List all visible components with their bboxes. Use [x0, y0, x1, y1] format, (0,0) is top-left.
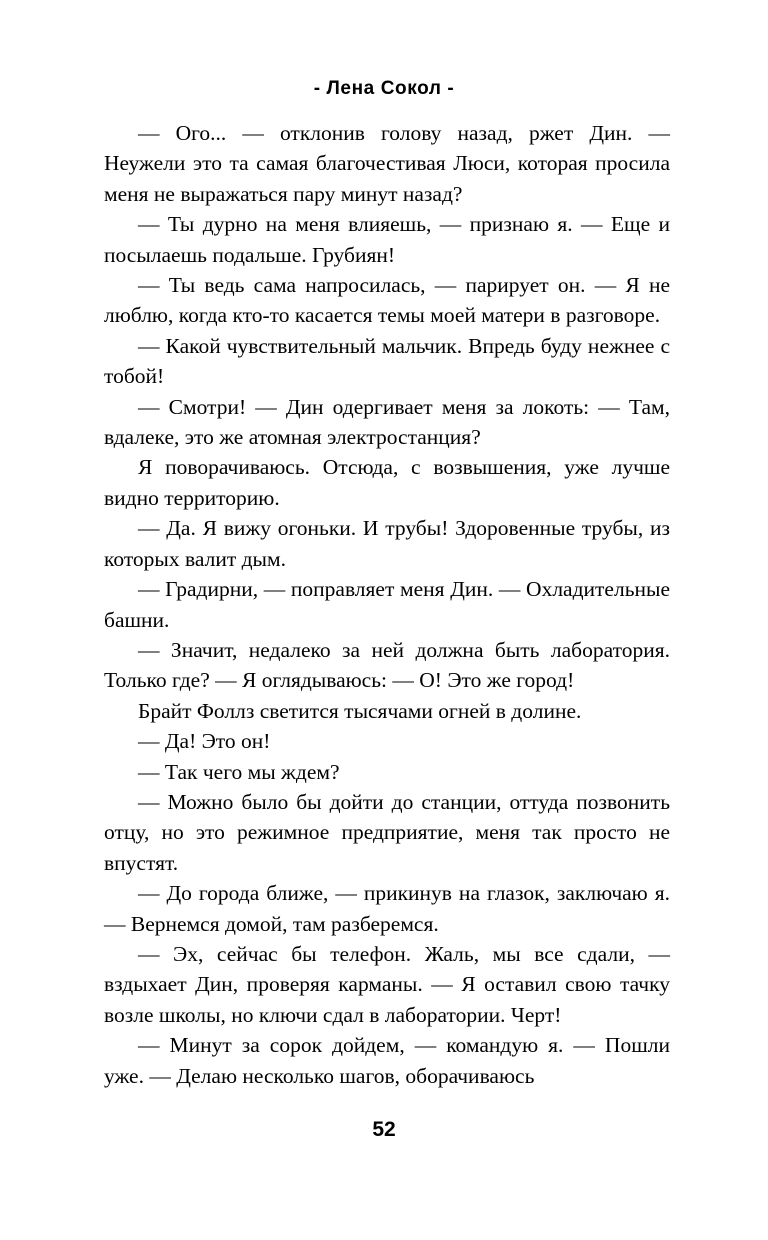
page-body [104, 118, 670, 1091]
paragraph: — Минут за сорок дойдем, — командую я. — Пошли уже. — Делаю несколько шагов, оборачиваюсь [104, 1033, 670, 1088]
page-number: 52 [372, 1118, 396, 1141]
paragraph: — Можно было бы дойти до станции, оттуда позвонить отцу, но это режимное предприятие, меня так просто не впустят. [104, 789, 670, 875]
paragraph: — Смотри! — Дин одергивает меня за локоть: — Там, вдалеке, это же атомная электростанция? [104, 394, 670, 450]
paragraph: — Какой чувствительный мальчик. Впредь буду нежнее с тобой! [104, 333, 670, 389]
running-head: - Лена Сокол - [313, 78, 455, 99]
paragraph: — Да. Я вижу огоньки. И трубы! Здоровенные трубы, из которых валит дым. [104, 516, 670, 571]
paragraph: Брайт Фоллз светится тысячами огней в долине. [138, 698, 582, 723]
paragraph: Я поворачиваюсь. Отсюда, с возвышения, уже лучше видно территорию. [104, 455, 670, 510]
paragraph: — Ты дурно на меня влияешь, — признаю я. — Еще и посылаешь подальше. Грубиян! [104, 212, 670, 267]
paragraph: — Ого... — отклонив голову назад, ржет Дин. — Неужели это та самая благочестивая Люси, которая просила меня не выражаться пару минут назад? [104, 121, 670, 206]
paragraph: — Да! Это он! [138, 729, 271, 754]
paragraph: — Ты ведь сама напросилась, — парирует он. — Я не люблю, когда кто-то касается темы моей матери в разговоре. [104, 273, 670, 328]
paragraph: — Значит, недалеко за ней должна быть лаборатория. Только где? — Я оглядываюсь: — О! Это же город! [104, 637, 670, 693]
paragraph: — Градирни, — поправляет меня Дин. — Охладительные башни. [104, 577, 670, 632]
paragraph: — Эх, сейчас бы телефон. Жаль, мы все сдали, — вздыхает Дин, проверяя карманы. — Я оставил свою тачку возле школы, но ключи сдал в лаборатории. Черт! [104, 941, 670, 1027]
paragraph: — Так чего мы ждем? [138, 759, 340, 784]
paragraph: — До города ближе, — прикинув на глазок, заключаю я. — Вернемся домой, там разберемся. [104, 881, 670, 936]
